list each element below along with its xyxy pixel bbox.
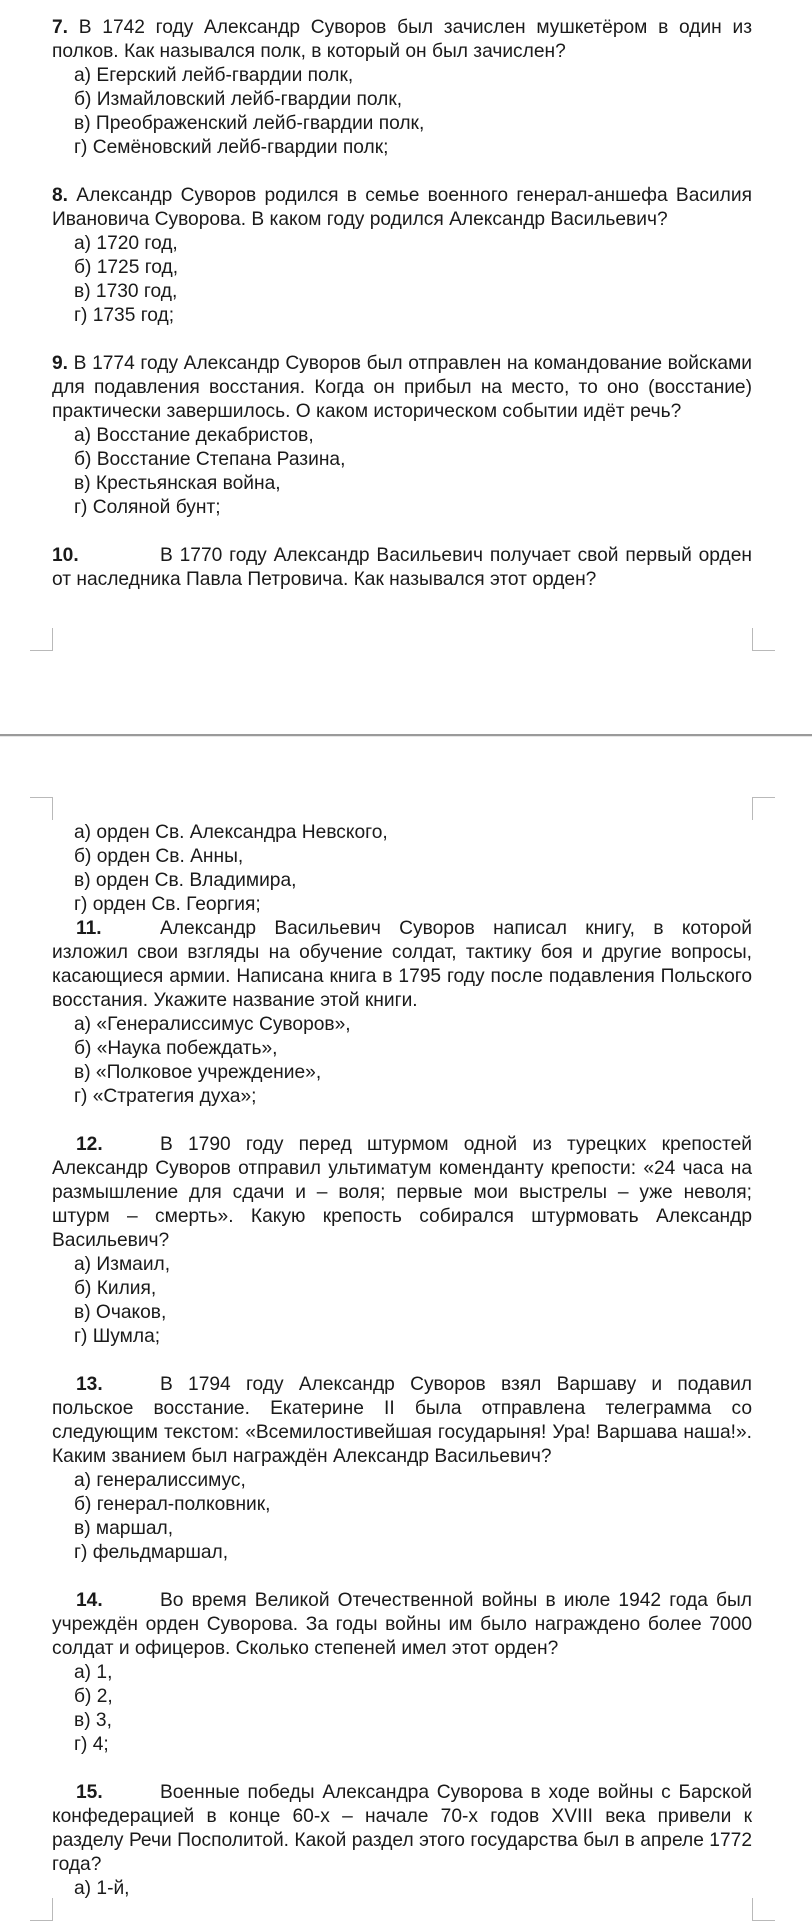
option: г) орден Св. Георгия; [74, 894, 261, 915]
option: б) орден Св. Анны, [74, 846, 244, 867]
question-number: 15. [76, 1782, 103, 1803]
question-number: 11. [76, 918, 102, 939]
question-number: 14. [76, 1590, 103, 1611]
question-text: В 1742 году Александр Суворов был зачислен мушкетёром в один из полков. Как назывался полк, в который он был зачислен? [52, 17, 752, 62]
question-text: Военные победы Александра Суворова в ходе войны с Барской конфедерацией в конце 60-х – начале 70-х годов XVIII века привели к разделу Речи Посполитой. Какой раздел этого государства был в апреле 1772 года? [52, 1782, 752, 1875]
page-2-content [52, 821, 752, 1901]
page-1-content [52, 16, 752, 592]
question-8 [52, 184, 752, 328]
option: г) Соляной бунт; [74, 497, 221, 518]
question-11 [52, 917, 752, 1109]
option: а) орден Св. Александра Невского, [74, 822, 388, 843]
document-page-1 [0, 0, 812, 735]
question-number: 12. [76, 1134, 103, 1155]
question-10 [52, 544, 752, 592]
question-15 [52, 1781, 752, 1901]
margin-mark-top-left [30, 628, 53, 651]
options-list [52, 1013, 752, 1109]
option: в) 3, [74, 1710, 112, 1731]
option: б) «Наука побеждать», [74, 1038, 278, 1059]
option: а) Измаил, [74, 1254, 171, 1275]
option: а) «Генералиссимус Суворов», [74, 1014, 351, 1035]
option: б) Измайловский лейб-гвардии полк, [74, 89, 403, 110]
question-10-options [52, 821, 752, 917]
option: б) Восстание Степана Разина, [74, 449, 346, 470]
option: в) орден Св. Владимира, [74, 870, 297, 891]
question-text: В 1790 году перед штурмом одной из турецких крепостей Александр Суворов отправил ультиматум коменданту крепости: «24 часа на размышление для сдачи и – воля; первые мои выстрелы – уже неволя; штурм – смерть». Какую крепость собирался штурмовать Александр Васильевич? [52, 1134, 752, 1251]
option: б) генерал-полковник, [74, 1494, 271, 1515]
options-list [52, 424, 752, 520]
option: в) 1730 год, [74, 281, 178, 302]
option: а) генералиссимус, [74, 1470, 246, 1491]
option: б) Килия, [74, 1278, 157, 1299]
margin-mark-top-left [30, 1898, 53, 1921]
option: в) маршал, [74, 1518, 174, 1539]
option: г) 1735 год; [74, 305, 175, 326]
option: в) Преображенский лейб-гвардии полк, [74, 113, 425, 134]
option: г) Семёновский лейб-гвардии полк; [74, 137, 389, 158]
options-list [52, 232, 752, 328]
option: а) 1-й, [74, 1878, 130, 1899]
option: г) фельдмаршал, [74, 1542, 229, 1563]
question-number: 9. [52, 353, 69, 374]
question-14 [52, 1589, 752, 1757]
document-page-2 [0, 737, 812, 1920]
question-number: 7. [52, 17, 69, 38]
option: а) 1, [74, 1662, 113, 1683]
margin-mark-top-right [752, 1898, 775, 1921]
question-text: В 1774 году Александр Суворов был отправлен на командование войсками для подавления восстания. Когда он прибыл на место, то оно (восстание) практически завершилось. О каком историческом событии идёт речь? [52, 353, 752, 422]
question-9 [52, 352, 752, 520]
question-text: Во время Великой Отечественной войны в июле 1942 года был учреждён орден Суворова. За годы войны им было награждено более 7000 солдат и офицеров. Сколько степеней имел этот орден? [52, 1590, 752, 1659]
question-text: Александр Суворов родился в семье военного генерал-аншефа Василия Ивановича Суворова. В каком году родился Александр Васильевич? [52, 185, 752, 230]
option: б) 1725 год, [74, 257, 179, 278]
options-list [52, 1469, 752, 1565]
question-text: В 1770 году Александр Васильевич получает свой первый орден от наследника Павла Петровича. Как назывался этот орден? [52, 545, 752, 590]
option: в) Очаков, [74, 1302, 167, 1323]
question-text: Александр Васильевич Суворов написал книгу, в которой изложил свои взгляды на обучение солдат, тактику боя и другие вопросы, касающиеся армии. Написана книга в 1795 году после подавления Польского восстания. Укажите название этой книги. [52, 918, 752, 1011]
option: а) 1720 год, [74, 233, 178, 254]
margin-mark-bottom-left [30, 797, 53, 820]
margin-mark-bottom-right [752, 797, 775, 820]
question-text: В 1794 году Александр Суворов взял Варшаву и подавил польское восстание. Екатерине II была отправлена телеграмма со следующим текстом: «Всемилостивейшая государыня! Ура! Варшава наша!». Каким званием был награждён Александр Васильевич? [52, 1374, 752, 1467]
options-list [52, 1877, 752, 1901]
question-13 [52, 1373, 752, 1565]
options-list [52, 1253, 752, 1349]
option: а) Егерский лейб-гвардии полк, [74, 65, 354, 86]
question-number: 13. [76, 1374, 103, 1395]
option: в) «Полковое учреждение», [74, 1062, 322, 1083]
options-list [52, 1661, 752, 1757]
option: г) «Стратегия духа»; [74, 1086, 257, 1107]
question-12 [52, 1133, 752, 1349]
margin-mark-top-right [752, 628, 775, 651]
option: б) 2, [74, 1686, 113, 1707]
question-number: 10. [52, 545, 79, 566]
option: г) 4; [74, 1734, 109, 1755]
option: г) Шумла; [74, 1326, 161, 1347]
question-number: 8. [52, 185, 69, 206]
options-list [52, 64, 752, 160]
question-7 [52, 16, 752, 160]
option: в) Крестьянская война, [74, 473, 281, 494]
option: а) Восстание декабристов, [74, 425, 314, 446]
